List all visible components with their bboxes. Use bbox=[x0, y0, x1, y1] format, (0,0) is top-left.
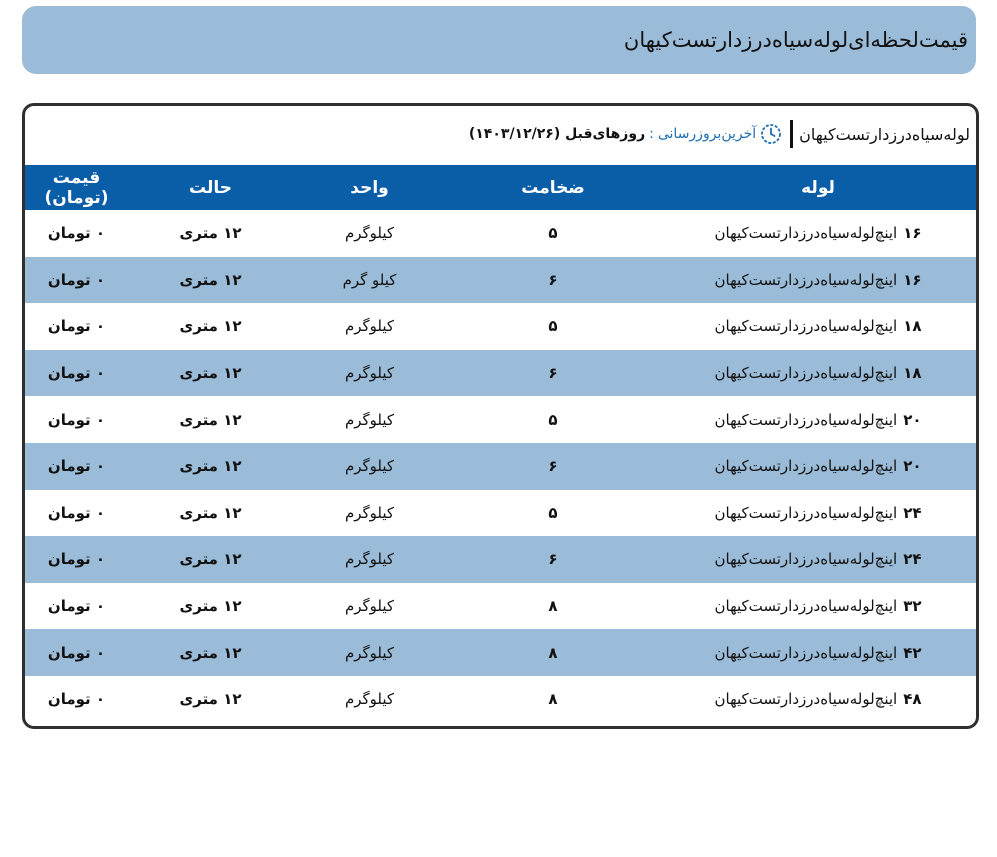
table-row bbox=[25, 210, 976, 257]
pipe-size: ۲۰ bbox=[903, 457, 922, 476]
cell-price: ۰ تومان bbox=[47, 410, 106, 429]
cell-state: ۱۲ متری bbox=[179, 410, 242, 429]
cell-pipe bbox=[660, 257, 976, 304]
cell-pipe bbox=[660, 629, 976, 676]
pipe-size: ۴۸ bbox=[903, 690, 922, 709]
pipe-name: اینچ‌لوله‌سیاه‌درزدارتست‌کیهان bbox=[714, 364, 898, 383]
pipe-name: اینچ‌لوله‌سیاه‌درزدارتست‌کیهان bbox=[714, 550, 898, 569]
card-header bbox=[469, 119, 970, 149]
pipe-size: ۱۶ bbox=[903, 224, 922, 243]
cell-state: ۱۲ متری bbox=[128, 629, 293, 676]
pipe-name: اینچ‌لوله‌سیاه‌درزدارتست‌کیهان bbox=[714, 224, 898, 243]
table-row bbox=[25, 257, 976, 304]
cell-unit: کیلوگرم bbox=[344, 224, 395, 243]
table-header-row bbox=[25, 165, 976, 210]
price-table bbox=[25, 165, 976, 723]
table-row bbox=[25, 490, 976, 537]
pipe-name: اینچ‌لوله‌سیاه‌درزدارتست‌کیهان bbox=[714, 690, 898, 709]
cell-state: ۱۲ متری bbox=[128, 350, 293, 397]
cell-thickness: ۶ bbox=[446, 536, 660, 583]
cell-price: ۰ تومان bbox=[25, 443, 128, 490]
cell-pipe bbox=[660, 536, 976, 583]
cell-thickness: ۵ bbox=[548, 410, 558, 429]
cell-state: ۱۲ متری bbox=[179, 690, 242, 709]
clock-icon bbox=[760, 123, 782, 145]
cell-state: ۱۲ متری bbox=[128, 257, 293, 304]
cell-state: ۱۲ متری bbox=[179, 503, 242, 522]
cell-unit: کیلوگرم bbox=[293, 443, 446, 490]
cell-unit: کیلوگرم bbox=[344, 597, 395, 616]
cell-unit: کیلوگرم bbox=[344, 503, 395, 522]
cell-price: ۰ تومان bbox=[47, 690, 106, 709]
cell-pipe bbox=[660, 303, 976, 350]
page-title: قیمت‌لحظه‌ای‌لوله‌سیاه‌درزدارتست‌کیهان bbox=[623, 28, 968, 52]
pipe-size: ۴۲ bbox=[903, 643, 922, 662]
cell-pipe bbox=[660, 210, 976, 257]
pipe-name: اینچ‌لوله‌سیاه‌درزدارتست‌کیهان bbox=[714, 457, 898, 476]
cell-thickness: ۸ bbox=[548, 690, 558, 709]
pipe-size: ۱۸ bbox=[903, 317, 922, 336]
pipe-name: اینچ‌لوله‌سیاه‌درزدارتست‌کیهان bbox=[714, 597, 898, 616]
page-title-bar bbox=[22, 6, 976, 74]
table-row bbox=[25, 536, 976, 583]
pipe-name: اینچ‌لوله‌سیاه‌درزدارتست‌کیهان bbox=[714, 643, 898, 662]
cell-thickness: ۵ bbox=[548, 317, 558, 336]
cell-price: ۰ تومان bbox=[25, 350, 128, 397]
cell-thickness: ۸ bbox=[446, 629, 660, 676]
cell-unit: کیلوگرم bbox=[293, 350, 446, 397]
cell-state: ۱۲ متری bbox=[128, 443, 293, 490]
last-update-label: آخرین‌بروزرسانی bbox=[657, 126, 757, 142]
cell-thickness: ۶ bbox=[446, 443, 660, 490]
table-row bbox=[25, 629, 976, 676]
col-header-price: قیمت (تومان) bbox=[25, 165, 128, 210]
pipe-size: ۲۰ bbox=[903, 410, 922, 429]
col-header-thickness: ضخامت bbox=[446, 165, 660, 210]
cell-thickness: ۵ bbox=[548, 503, 558, 522]
pipe-size: ۱۸ bbox=[903, 364, 922, 383]
cell-price: ۰ تومان bbox=[25, 257, 128, 304]
cell-pipe bbox=[660, 396, 976, 443]
cell-price: ۰ تومان bbox=[47, 503, 106, 522]
cell-unit: کیلوگرم bbox=[344, 690, 395, 709]
cell-unit: کیلوگرم bbox=[293, 629, 446, 676]
col-header-unit: واحد bbox=[293, 165, 446, 210]
last-update-value: روزهای‌قبل (۱۴۰۳/۱۲/۲۶) bbox=[468, 126, 646, 142]
cell-price: ۰ تومان bbox=[47, 224, 106, 243]
cell-state: ۱۲ متری bbox=[179, 597, 242, 616]
table-row bbox=[25, 350, 976, 397]
pipe-name: اینچ‌لوله‌سیاه‌درزدارتست‌کیهان bbox=[714, 317, 898, 336]
pipe-size: ۲۴ bbox=[903, 550, 922, 569]
pipe-name: اینچ‌لوله‌سیاه‌درزدارتست‌کیهان bbox=[714, 503, 898, 522]
cell-price: ۰ تومان bbox=[47, 317, 106, 336]
pipe-size: ۱۶ bbox=[903, 270, 922, 289]
cell-state: ۱۲ متری bbox=[179, 224, 242, 243]
cell-price: ۰ تومان bbox=[25, 629, 128, 676]
cell-thickness: ۶ bbox=[446, 257, 660, 304]
header-divider bbox=[790, 120, 793, 148]
cell-pipe bbox=[660, 350, 976, 397]
col-header-state: حالت bbox=[128, 165, 293, 210]
card-product-name: لوله‌سیاه‌درزدارتست‌کیهان bbox=[799, 124, 970, 144]
pipe-size: ۳۲ bbox=[903, 597, 922, 616]
cell-thickness: ۸ bbox=[548, 597, 558, 616]
last-update-colon: : bbox=[649, 126, 654, 142]
table-row bbox=[25, 443, 976, 490]
cell-pipe bbox=[660, 443, 976, 490]
cell-unit: کیلو گرم bbox=[293, 257, 446, 304]
cell-unit: کیلوگرم bbox=[344, 410, 395, 429]
cell-price: ۰ تومان bbox=[47, 597, 106, 616]
cell-thickness: ۵ bbox=[548, 224, 558, 243]
cell-unit: کیلوگرم bbox=[293, 536, 446, 583]
table-row bbox=[25, 303, 976, 350]
cell-thickness: ۶ bbox=[446, 350, 660, 397]
cell-state: ۱۲ متری bbox=[179, 317, 242, 336]
cell-pipe bbox=[660, 490, 976, 537]
table-row bbox=[25, 396, 976, 443]
cell-state: ۱۲ متری bbox=[128, 536, 293, 583]
cell-pipe bbox=[660, 583, 976, 630]
table-row bbox=[25, 583, 976, 630]
table-row bbox=[25, 676, 976, 723]
cell-price: ۰ تومان bbox=[25, 536, 128, 583]
pipe-name: اینچ‌لوله‌سیاه‌درزدارتست‌کیهان bbox=[714, 410, 898, 429]
col-header-pipe: لوله bbox=[660, 165, 976, 210]
price-table-card bbox=[22, 103, 979, 729]
pipe-name: اینچ‌لوله‌سیاه‌درزدارتست‌کیهان bbox=[714, 270, 898, 289]
cell-unit: کیلوگرم bbox=[344, 317, 395, 336]
cell-pipe bbox=[660, 676, 976, 723]
pipe-size: ۲۴ bbox=[903, 503, 922, 522]
